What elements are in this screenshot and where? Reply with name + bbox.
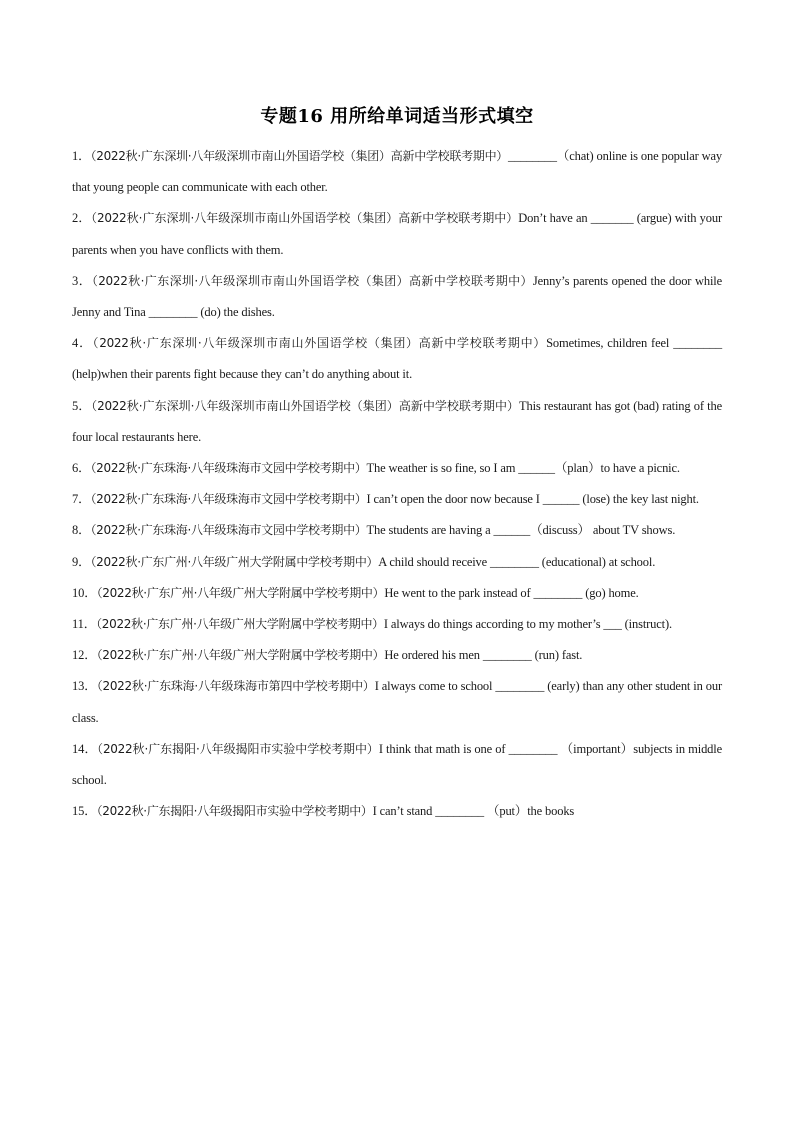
question-item — [72, 391, 722, 453]
question-source: （2022秋·广东深圳·八年级深圳市南山外国语学校（集团）高新中学校联考期中） — [91, 211, 519, 226]
question-text: Jenny’s parents opened the door while Jenny and Tina ________ (do) the dishes. — [72, 273, 722, 320]
question-source: （2022秋·广东珠海·八年级珠海市文园中学校考期中） — [90, 461, 367, 476]
question-item — [72, 484, 722, 515]
question-source: （2022秋·广东广州·八年级广州大学附属中学校考期中） — [96, 617, 384, 632]
question-number: 13． — [72, 679, 97, 694]
question-item — [72, 515, 722, 546]
question-number: 7． — [72, 492, 91, 507]
question-item — [72, 547, 722, 578]
question-text: I think that math is one of ________ （important）subjects in middle school. — [72, 741, 722, 788]
question-number: 6． — [72, 461, 91, 476]
question-item — [72, 141, 722, 203]
question-item — [72, 578, 722, 609]
question-number: 15． — [72, 804, 97, 819]
question-text: The weather is so fine, so I am ______（plan）to have a picnic. — [366, 461, 680, 476]
question-source: （2022秋·广东揭阳·八年级揭阳市实验中学校考期中） — [97, 741, 379, 756]
question-item — [72, 640, 722, 671]
page-title: 专题16 用所给单词适当形式填空 — [260, 106, 534, 127]
question-source: （2022秋·广东广州·八年级广州大学附属中学校考期中） — [96, 585, 385, 600]
question-text: I always come to school ________ (early) than any other student in our class. — [72, 679, 722, 725]
question-text: Sometimes, children feel ________ (help)when their parents fight because they can’t do anything about it. — [72, 336, 722, 382]
question-source: （2022秋·广东珠海·八年级珠海市文园中学校考期中） — [90, 523, 367, 538]
question-number: 3． — [72, 273, 92, 288]
question-source: （2022秋·广东揭阳·八年级揭阳市实验中学校考期中） — [96, 804, 373, 819]
question-source: （2022秋·广东广州·八年级广州大学附属中学校考期中） — [96, 648, 385, 663]
question-item — [72, 734, 722, 796]
question-number: 2． — [72, 211, 92, 226]
question-number: 1． — [72, 149, 91, 163]
question-source: （2022秋·广东广州·八年级广州大学附属中学校考期中） — [90, 554, 379, 569]
question-number: 10． — [72, 585, 97, 600]
question-number: 8． — [72, 523, 91, 538]
question-text: This restaurant has got (bad) rating of the four local restaurants here. — [72, 398, 722, 444]
question-text: ________（chat) online is one popular way that young people can communicate with each other. — [72, 149, 722, 195]
question-text: A child should receive ________ (educational) at school. — [378, 554, 656, 569]
question-item — [72, 203, 722, 265]
question-number: 9． — [72, 554, 91, 569]
question-number: 14． — [72, 741, 98, 756]
question-text: Don’t have an _______ (argue) with your parents when you have conflicts with them. — [72, 211, 722, 257]
question-item — [72, 671, 722, 733]
question-text: He went to the park instead of ________ (go) home. — [384, 585, 639, 600]
question-text: He ordered his men ________ (run) fast. — [384, 648, 583, 663]
question-source: （2022秋·广东深圳·八年级深圳市南山外国语学校（集团）高新中学校联考期中） — [91, 273, 533, 288]
question-source: （2022秋·广东珠海·八年级珠海市第四中学校考期中） — [96, 679, 375, 694]
question-item — [72, 328, 722, 390]
question-source: （2022秋·广东珠海·八年级珠海市文园中学校考期中） — [90, 492, 367, 507]
question-source: （2022秋·广东深圳·八年级深圳市南山外国语学校（集团）高新中学校联考期中） — [92, 336, 547, 351]
question-number: 11． — [72, 617, 97, 632]
question-list — [72, 141, 722, 827]
question-text: I can’t open the door now because I ______ (lose) the key last night. — [366, 492, 699, 507]
question-item — [72, 609, 722, 640]
question-number: 4． — [72, 336, 93, 351]
question-number: 12． — [72, 648, 97, 663]
question-item — [72, 796, 722, 827]
question-item — [72, 453, 722, 484]
question-source: （2022秋·广东深圳·八年级深圳市南山外国语学校（集团）高新中学校联考期中） — [91, 398, 519, 413]
question-number: 5． — [72, 398, 92, 413]
question-text: The students are having a ______（discuss） about TV shows. — [366, 523, 676, 538]
question-text: I can’t stand ________ （put）the books — [372, 804, 575, 819]
question-text: I always do things according to my mother’s ___ (instruct). — [383, 617, 672, 632]
question-item — [72, 266, 722, 328]
question-source: （2022秋·广东深圳·八年级深圳市南山外国语学校（集团）高新中学校联考期中） — [90, 149, 509, 163]
